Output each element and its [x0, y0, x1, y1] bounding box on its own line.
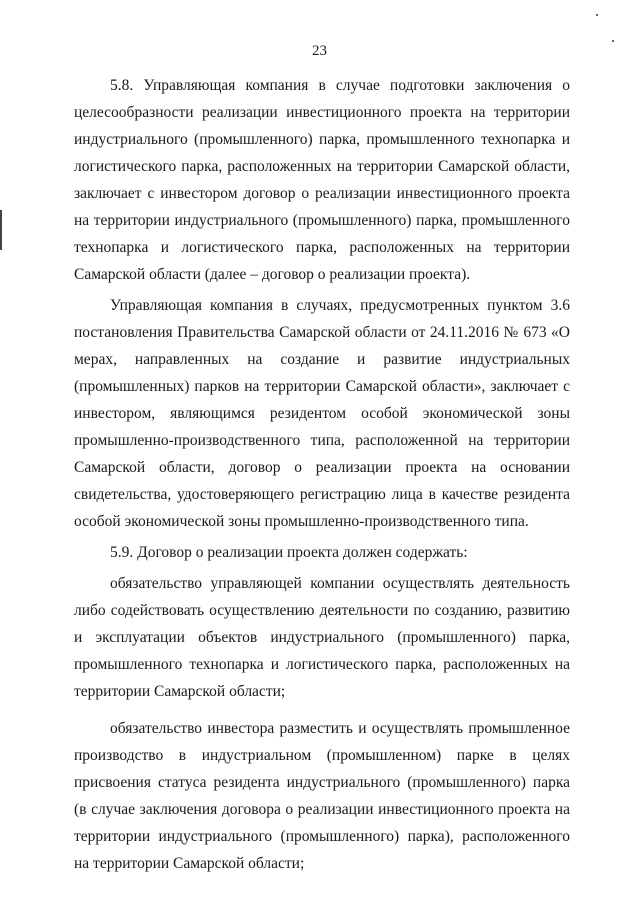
scan-speck: [596, 14, 598, 16]
paragraph-5-8-continued: Управляющая компания в случаях, предусмотренных пунктом 3.6 постановления Правительства Самарской области от 24.11.2016 № 673 «О мерах, направленных на создание и развитие индустриальных (промышленных) парков на территории Самарской области», заключает с инвестором, являющимся резидентом особой экономической зоны промышленно-производственного типа, расположенной на территории Самарской области, договор о реализации проекта на основании свидетельства, удостоверяющего регистрацию лица в качестве резидента особой экономической зоны промышленно-производственного типа.: [74, 297, 570, 530]
paragraph-5-9-item-management: обязательство управляющей компании осуществлять деятельность либо содействовать осуществлению деятельности по созданию, развитию и эксплуатации объектов индустриального (промышленного) парка, промышленного технопарка и логистического парка, расположенных на территории Самарской области;: [74, 575, 570, 700]
page-number: 23: [312, 43, 327, 59]
document-body: [74, 72, 570, 877]
paragraph-5-8: 5.8. Управляющая компания в случае подготовки заключения о целесообразности реализации инвестиционного проекта на территории индустриального (промышленного) парка, промышленного технопарка и логистического парка, расположенных на территории Самарской области, заключает с инвестором договор о реализации инвестиционного проекта на территории индустриального (промышленного) парка, промышленного технопарка и логистического парка, расположенных на территории Самарской области (далее – договор о реализации проекта).: [74, 77, 570, 283]
scan-edge-mark: [0, 210, 2, 250]
paragraph-5-9: 5.9. Договор о реализации проекта должен содержать:: [110, 544, 468, 561]
paragraph-5-9-item-investor: обязательство инвестора разместить и осуществлять промышленное производство в индустриальном (промышленном) парке в целях присвоения статуса резидента индустриального (промышленного) парка (в случае заключения договора о реализации инвестиционного проекта на территории индустриального (промышленного) парка), расположенного на территории Самарской области;: [74, 720, 570, 872]
scan-speck: [612, 40, 614, 42]
